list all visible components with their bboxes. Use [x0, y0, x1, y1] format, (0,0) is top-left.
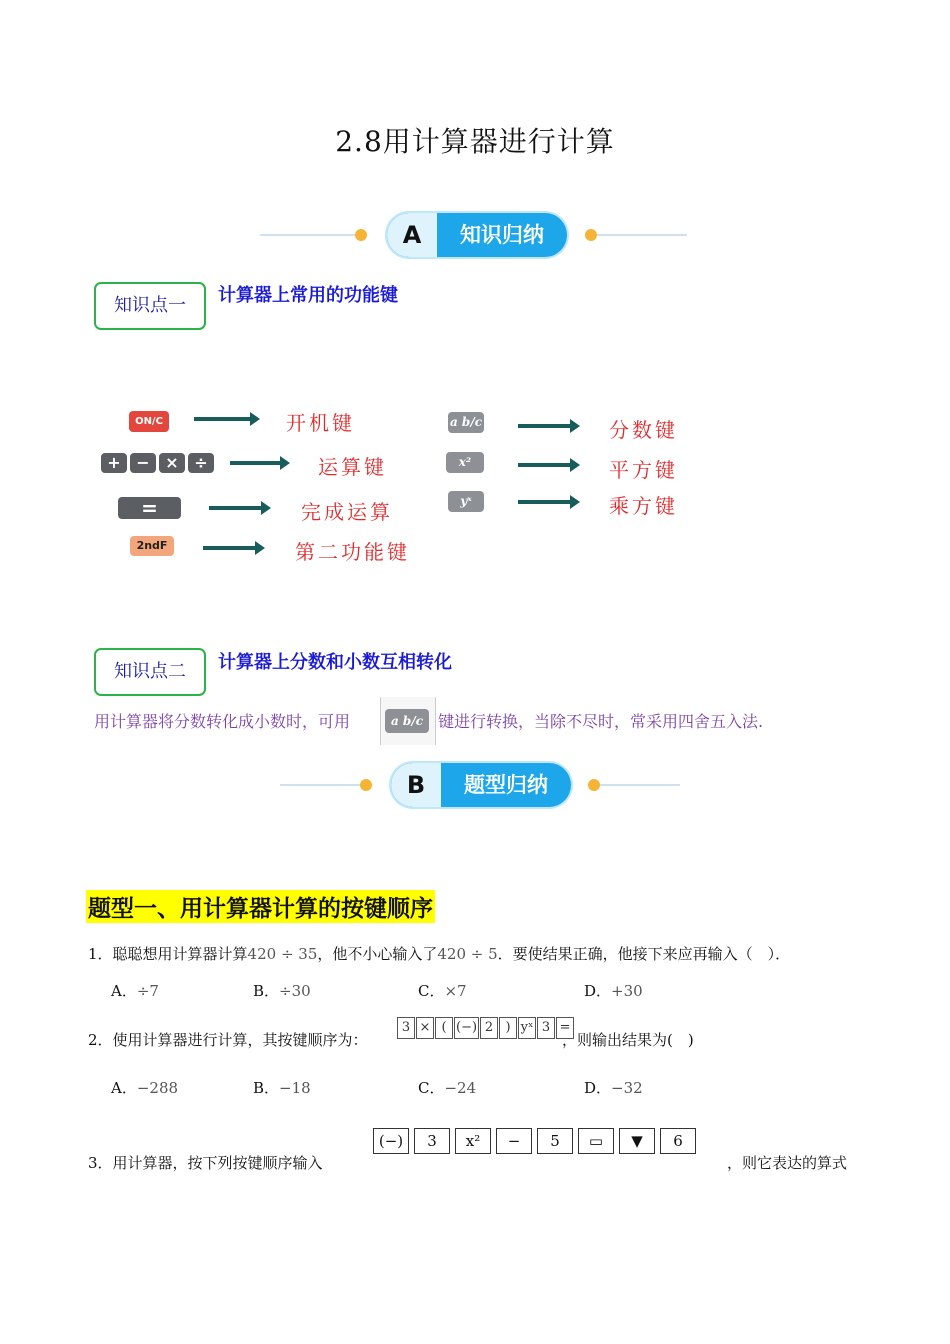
operation-keys [101, 453, 221, 473]
banner-dot-left [355, 229, 367, 241]
key: 3 [537, 1017, 555, 1039]
arrow [203, 546, 259, 550]
question-3-stem-a: 3．用计算器，按下列按键顺序输入 [88, 1154, 323, 1172]
banner-dot-right [585, 229, 597, 241]
question-1-stem-a: 1．聪聪想用计算器计算 [88, 945, 248, 963]
key: (−) [373, 1128, 409, 1154]
key-label-fraction: 分数键 [609, 418, 678, 442]
question-2-stem-a: 2．使用计算器进行计算，其按键顺序为： [88, 1031, 368, 1049]
question-2-option-a: A．−288 [111, 1079, 179, 1097]
multiply-key: × [159, 453, 185, 473]
key: ▼ [619, 1128, 655, 1154]
section-banner-a [260, 213, 690, 257]
arrow [518, 500, 574, 504]
question-3-stem-b: ，则它表达的算式 [727, 1154, 848, 1172]
key: = [556, 1017, 574, 1039]
minus-key: − [130, 453, 156, 473]
key: × [416, 1017, 434, 1039]
question-1-option-c: C．×7 [418, 982, 467, 1000]
question-1-stem-b: ，他不小心输入了 [317, 945, 438, 963]
question-1-expr-2: 420 ÷ 5 [437, 945, 498, 963]
question-2-option-d: D．−32 [584, 1079, 643, 1097]
banner-text: 题型归纳 [464, 773, 548, 797]
banner-letter: B [391, 763, 441, 807]
knowledge-point-1-box: 知识点一 [94, 282, 206, 330]
key: ) [499, 1017, 517, 1039]
banner-dot-left [360, 779, 372, 791]
question-1-option-a: A．÷7 [111, 982, 159, 1000]
key: 3 [397, 1017, 415, 1039]
question-1-stem-c: ．要使结果正确，他接下来应再输入（ ）． [497, 945, 791, 963]
divide-key: ÷ [188, 453, 214, 473]
question-1-expr-1: 420 ÷ 35 [247, 945, 318, 963]
key-label-square: 平方键 [609, 458, 678, 482]
key: (−) [454, 1017, 479, 1039]
arrow [518, 463, 574, 467]
question-3-key-sequence [373, 1128, 701, 1154]
key-label-operation: 运算键 [318, 455, 387, 479]
knowledge-point-2-box: 知识点二 [94, 648, 206, 696]
fraction-key-image: a b/c [385, 709, 429, 733]
key: 3 [414, 1128, 450, 1154]
key-label-equals: 完成运算 [301, 500, 393, 524]
question-1-option-d: D．+30 [584, 982, 643, 1000]
question-2-option-c: C．−24 [418, 1079, 477, 1097]
knowledge-point-2-text-before: 用计算器将分数转化成小数时，可用 [94, 712, 351, 731]
key: 5 [537, 1128, 573, 1154]
key-label-on: 开机键 [286, 411, 355, 435]
key: − [496, 1128, 532, 1154]
section-banner-b [260, 763, 690, 807]
plus-key: + [101, 453, 127, 473]
key: x² [455, 1128, 491, 1154]
key-label-power: 乘方键 [609, 494, 678, 518]
banner-text: 知识归纳 [460, 223, 544, 247]
question-2-stem-b: ，则输出结果为( ) [562, 1031, 694, 1049]
equals-key: = [118, 497, 181, 519]
key: ( [435, 1017, 453, 1039]
question-2-option-b: B．−18 [253, 1079, 311, 1097]
question-1 [88, 943, 790, 964]
key: yˣ [518, 1017, 536, 1039]
key: 2 [480, 1017, 498, 1039]
question-2-key-sequence [397, 1017, 575, 1039]
on-c-key: ON/C [129, 411, 169, 432]
power-key: yˣ [448, 491, 484, 512]
key: 6 [660, 1128, 696, 1154]
question-1-option-b: B．÷30 [253, 982, 311, 1000]
fraction-key-inline [380, 697, 436, 745]
2ndf-key: 2ndF [130, 536, 174, 556]
arrow [518, 424, 574, 428]
knowledge-point-2-text-after: 键进行转换，当除不尽时，常采用四舍五入法. [438, 712, 764, 731]
banner-letter: A [387, 213, 437, 257]
banner-dot-right [588, 779, 600, 791]
arrow [209, 506, 265, 510]
section-heading: 题型一、用计算器计算的按键顺序 [86, 890, 435, 923]
arrow [194, 417, 254, 421]
fraction-key: a b/c [448, 412, 484, 433]
knowledge-point-1-heading: 计算器上常用的功能键 [218, 285, 398, 306]
key-label-2ndf: 第二功能键 [295, 540, 410, 564]
square-key: x² [446, 452, 484, 473]
knowledge-point-2-heading: 计算器上分数和小数互相转化 [218, 652, 452, 673]
arrow [230, 461, 284, 465]
page-title: 2.8用计算器进行计算 [335, 125, 615, 158]
key: ▭ [578, 1128, 614, 1154]
